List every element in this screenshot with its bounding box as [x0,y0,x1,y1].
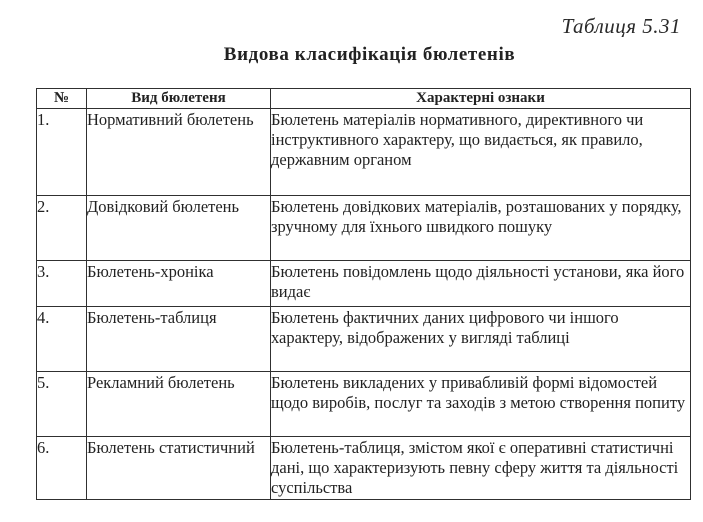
row-number: 6. [37,437,87,500]
row-number: 2. [37,196,87,261]
row-bulletin-kind: Бюлетень-хроніка [87,261,271,307]
row-features: Бюлетень довідкових матеріалів, розташованих у порядку, зручному для їхнього швидкого пошуку [271,196,691,261]
table-row [37,372,691,437]
document-title-text: Видова класифікація бюлетенів [223,44,516,65]
row-features: Бюлетень-таблиця, змістом якої є оперативні статистичні дані, що характеризують певну сферу життя та діяльності суспільства [271,437,691,500]
table-row [37,437,691,500]
row-bulletin-kind: Бюлетень-таблиця [87,307,271,372]
row-features: Бюлетень матеріалів нормативного, директивного чи інструктивного характеру, що видається, як правило, державним органом [271,109,691,196]
table-row [37,261,691,307]
table-row [37,307,691,372]
header-bulletin-kind: Вид бюлетеня [87,89,271,109]
row-number: 1. [37,109,87,196]
row-bulletin-kind: Нормативний бюлетень [87,109,271,196]
table-row [37,109,691,196]
row-number: 5. [37,372,87,437]
header-characteristic-features: Характерні ознаки [271,89,691,109]
row-features: Бюлетень викладених у привабливій формі відомостей щодо виробів, послуг та заходів з метою створення попиту [271,372,691,437]
row-features: Бюлетень повідомлень щодо діяльності установи, яка його видає [271,261,691,307]
row-bulletin-kind: Довідковий бюлетень [87,196,271,261]
row-features: Бюлетень фактичних даних цифрового чи іншого характеру, відображених у вигляді таблиці [271,307,691,372]
bulletin-classification-table [36,88,691,500]
table-header-row [37,89,691,109]
row-bulletin-kind: Бюлетень статистичний [87,437,271,500]
row-number: 3. [37,261,87,307]
row-number: 4. [37,307,87,372]
row-bulletin-kind: Рекламний бюлетень [87,372,271,437]
table-number-caption: Таблиця 5.31 [561,14,681,38]
document-title [0,44,703,66]
header-number: № [37,89,87,109]
table-row [37,196,691,261]
